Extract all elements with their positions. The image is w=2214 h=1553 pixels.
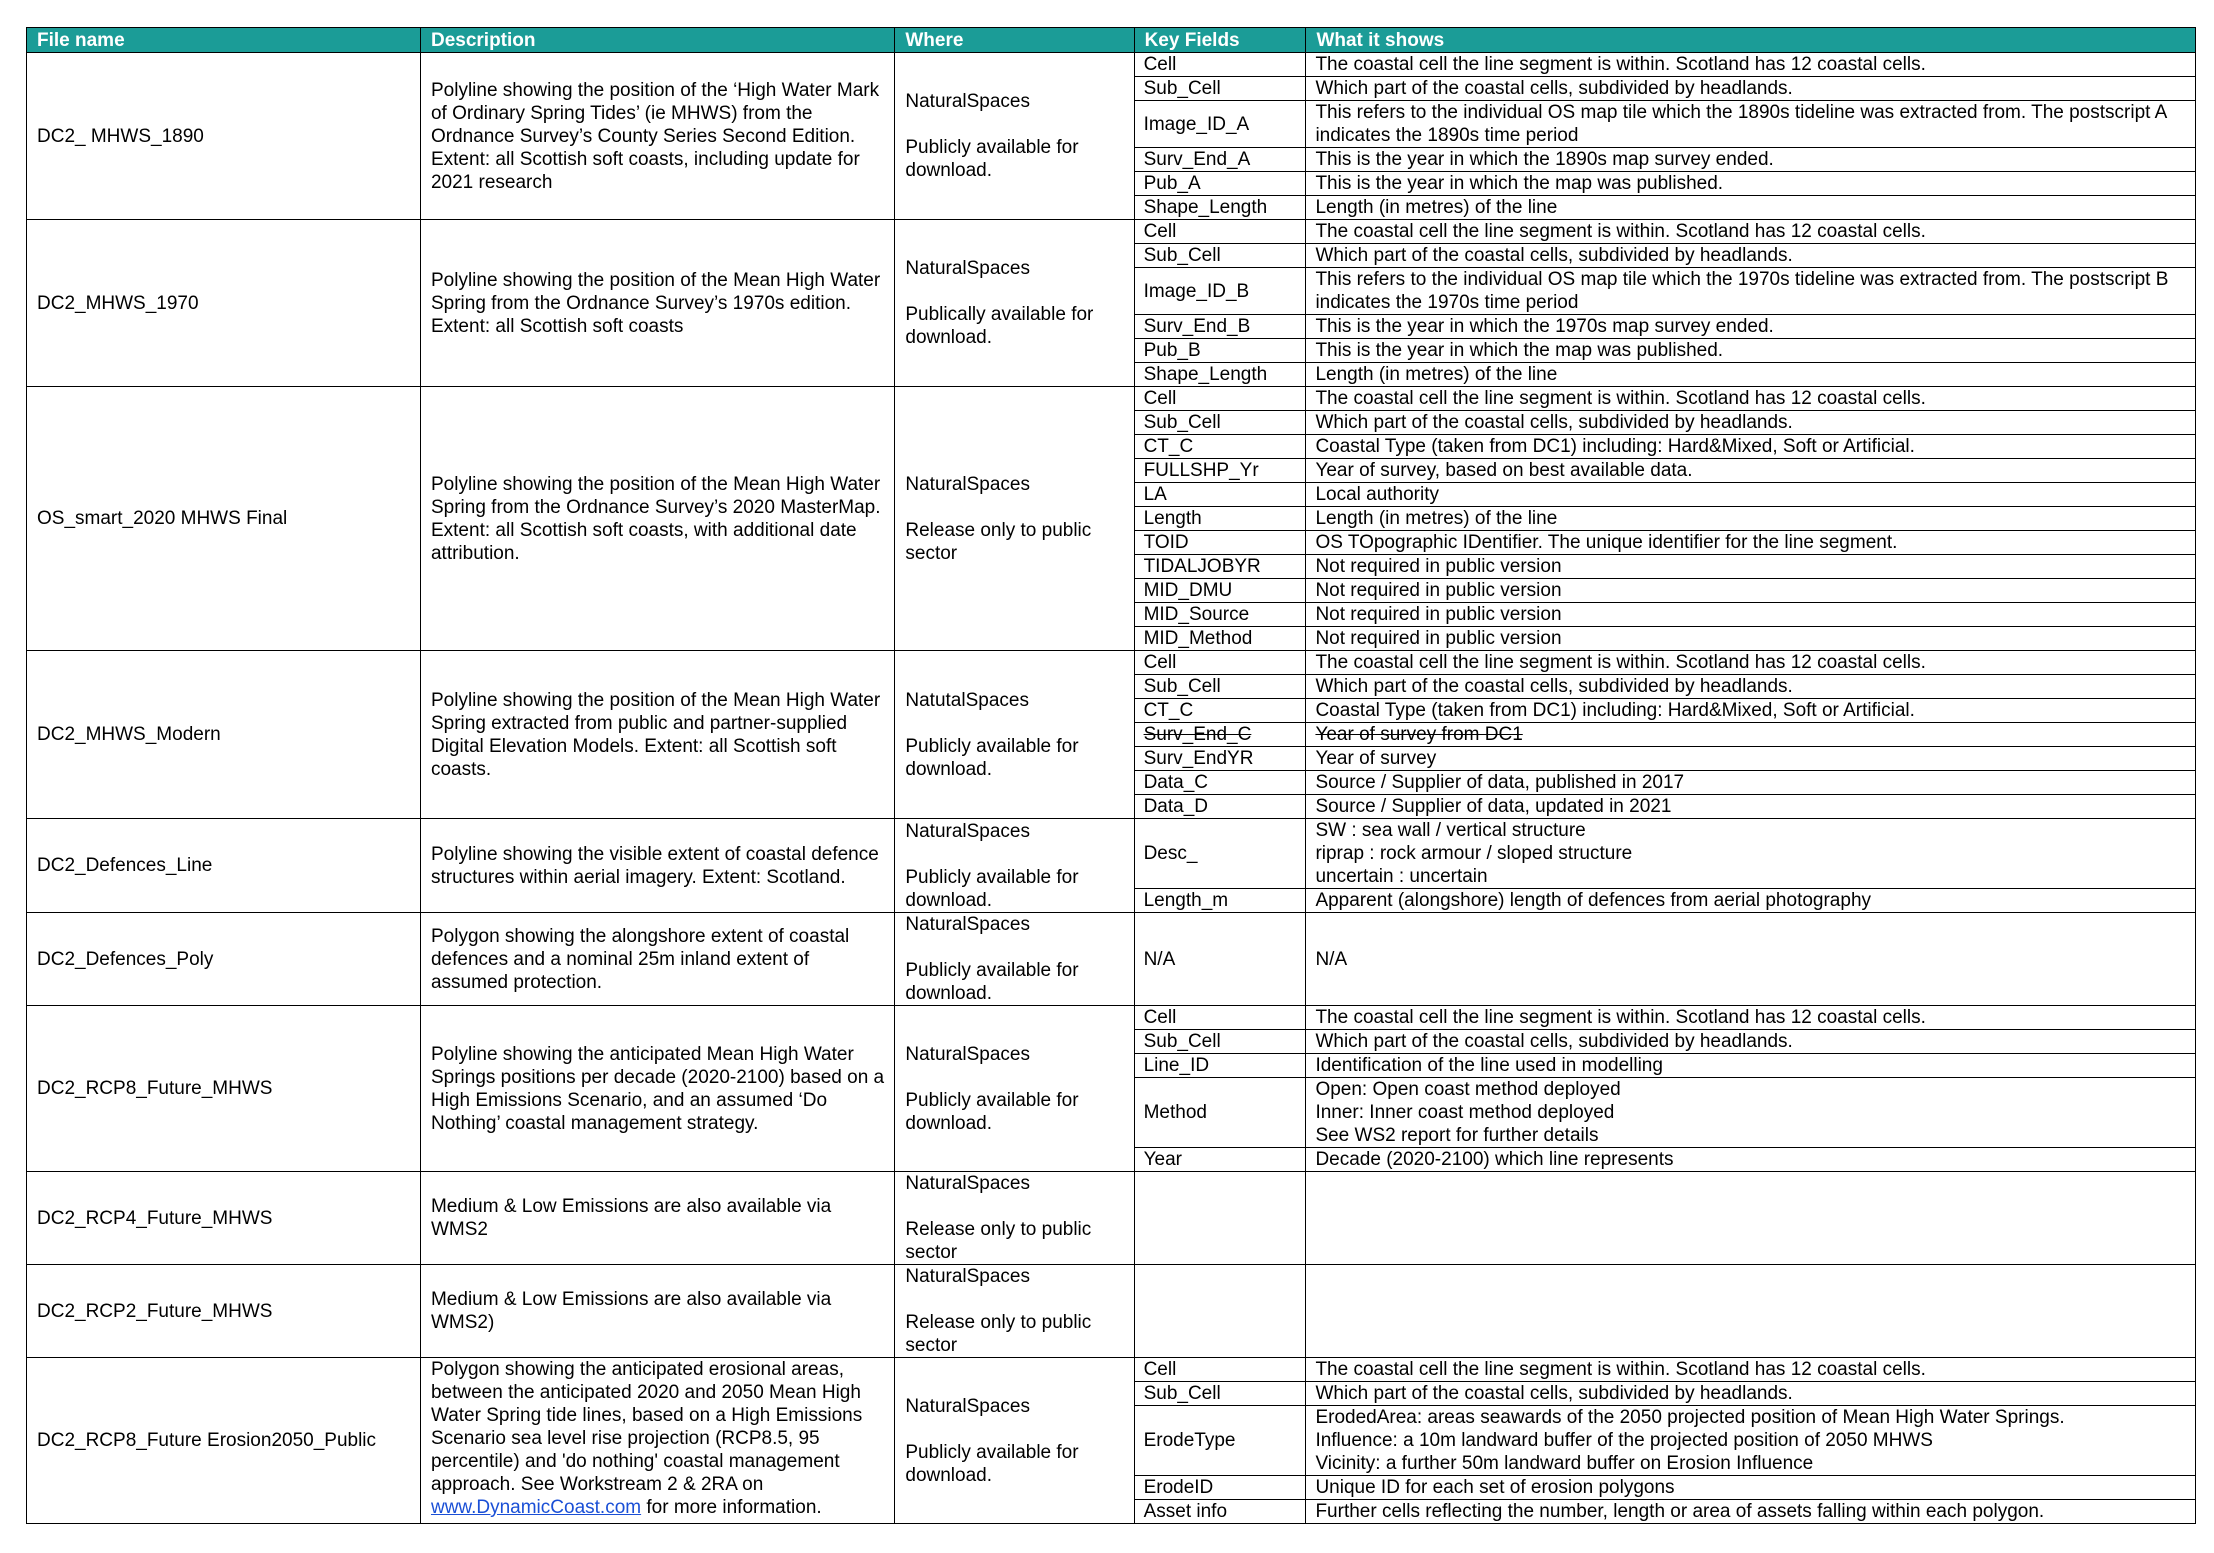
key-field-cell: Pub_B [1134, 339, 1306, 363]
where-spacer [905, 843, 1123, 866]
where-spacer [905, 1418, 1123, 1441]
description-cell: Polyline showing the visible extent of coastal defence structures within aerial imagery. Extent: Scotland. [420, 819, 894, 913]
what-it-shows-line: N/A [1315, 948, 1348, 970]
what-it-shows-cell [1306, 507, 2196, 531]
what-it-shows-line: Year of survey from DC1 [1315, 724, 1523, 745]
key-field-cell: ErodeType [1134, 1406, 1306, 1476]
header-file-name: File name [27, 28, 421, 53]
where-cell [895, 387, 1134, 651]
where-spacer [905, 712, 1123, 735]
what-it-shows-line: Coastal Type (taken from DC1) including: Hard&Mixed, Soft or Artificial. [1315, 436, 1915, 457]
what-it-shows-cell [1306, 101, 2196, 148]
where-source: NaturalSpaces [905, 258, 1030, 279]
key-field-cell: CT_C [1134, 435, 1306, 459]
what-it-shows-line: uncertain : uncertain [1315, 866, 1488, 887]
file-name-cell: DC2_Defences_Line [27, 819, 421, 913]
what-it-shows-line: Further cells reflecting the number, length or area of assets falling within each polygon. [1315, 1501, 2045, 1522]
what-it-shows-cell [1306, 1382, 2196, 1406]
what-it-shows-cell [1306, 1358, 2196, 1382]
what-it-shows-line: Not required in public version [1315, 604, 1562, 625]
file-name-cell: DC2_ MHWS_1890 [27, 53, 421, 220]
where-source: NaturalSpaces [905, 473, 1030, 495]
description-cell [420, 1358, 894, 1524]
key-field-cell: Sub_Cell [1134, 1382, 1306, 1406]
what-it-shows-line: The coastal cell the line segment is within. Scotland has 12 coastal cells. [1315, 1007, 1926, 1028]
key-field-cell: Cell [1134, 387, 1306, 411]
what-it-shows-line: Which part of the coastal cells, subdivided by headlands. [1315, 412, 1793, 433]
what-it-shows-line: Inner: Inner coast method deployed [1315, 1102, 1615, 1123]
key-field-cell: Sub_Cell [1134, 411, 1306, 435]
key-field-cell: Data_C [1134, 771, 1306, 795]
file-name-cell: DC2_RCP8_Future Erosion2050_Public [27, 1358, 421, 1524]
what-it-shows-line: Length (in metres) of the line [1315, 508, 1558, 529]
where-access: Publicly available for download. [905, 866, 1079, 911]
what-it-shows-line: Influence: a 10m landward buffer of the projected position of 2050 MHWS [1315, 1430, 1933, 1451]
what-it-shows-cell [1306, 1054, 2196, 1078]
where-access: Release only to public sector [905, 519, 1092, 564]
description-cell: Polygon showing the alongshore extent of coastal defences and a nominal 25m inland extent of assumed protection. [420, 913, 894, 1006]
what-it-shows-cell [1306, 555, 2196, 579]
table-row [27, 1358, 2196, 1382]
where-spacer [905, 496, 1123, 519]
where-source: NaturalSpaces [905, 914, 1030, 935]
key-field-cell: Length_m [1134, 889, 1306, 913]
what-it-shows-cell [1306, 1030, 2196, 1054]
where-spacer [905, 936, 1123, 959]
what-it-shows-cell [1306, 1500, 2196, 1524]
what-it-shows-cell [1306, 771, 2196, 795]
where-access: Publicly available for download. [905, 1441, 1079, 1486]
what-it-shows-line: Length (in metres) of the line [1315, 197, 1558, 218]
what-it-shows-cell [1306, 675, 2196, 699]
what-it-shows-line: Which part of the coastal cells, subdivided by headlands. [1315, 245, 1793, 266]
key-field-cell: LA [1134, 483, 1306, 507]
where-spacer [905, 280, 1123, 303]
where-cell [895, 819, 1134, 913]
what-it-shows-cell [1306, 651, 2196, 675]
key-field-cell: Surv_End_C [1134, 723, 1306, 747]
key-field-cell: Method [1134, 1078, 1306, 1148]
where-cell [895, 1265, 1134, 1358]
key-field-cell: Surv_End_A [1134, 148, 1306, 172]
key-field-cell: Cell [1134, 220, 1306, 244]
file-name-cell: DC2_MHWS_1970 [27, 220, 421, 387]
description-cell: Medium & Low Emissions are also available via WMS2) [420, 1265, 894, 1358]
what-it-shows-line: This is the year in which the 1970s map survey ended. [1315, 316, 1774, 337]
what-it-shows-line: The coastal cell the line segment is within. Scotland has 12 coastal cells. [1315, 388, 1926, 409]
where-access: Release only to public sector [905, 1312, 1092, 1356]
file-name-cell: OS_smart_2020 MHWS Final [27, 387, 421, 651]
what-it-shows-line: The coastal cell the line segment is within. Scotland has 12 coastal cells. [1315, 221, 1926, 242]
where-source: NaturalSpaces [905, 820, 1030, 842]
file-name-cell: DC2_Defences_Poly [27, 913, 421, 1006]
header-what-it-shows: What it shows [1306, 28, 2196, 53]
what-it-shows-line: Not required in public version [1315, 628, 1562, 649]
key-field-cell: Year [1134, 1148, 1306, 1172]
what-it-shows-line: The coastal cell the line segment is within. Scotland has 12 coastal cells. [1315, 1359, 1926, 1380]
what-it-shows-line: See WS2 report for further details [1315, 1125, 1599, 1146]
what-it-shows-cell [1306, 1265, 2196, 1358]
what-it-shows-cell [1306, 1078, 2196, 1148]
data-catalogue-table [26, 27, 2196, 1524]
key-field-cell: Length [1134, 507, 1306, 531]
key-field-cell: Cell [1134, 1358, 1306, 1382]
what-it-shows-line: Not required in public version [1315, 580, 1562, 601]
what-it-shows-line: Which part of the coastal cells, subdivided by headlands. [1315, 676, 1793, 697]
key-field-cell: Image_ID_A [1134, 101, 1306, 148]
where-spacer [905, 113, 1123, 136]
table-row [27, 53, 2196, 77]
header-key-fields: Key Fields [1134, 28, 1306, 53]
key-field-cell: Asset info [1134, 1500, 1306, 1524]
key-field-cell: Sub_Cell [1134, 77, 1306, 101]
description-cell: Medium & Low Emissions are also available via WMS2 [420, 1172, 894, 1265]
key-field-cell: Data_D [1134, 795, 1306, 819]
key-field-cell: Line_ID [1134, 1054, 1306, 1078]
key-field-cell: CT_C [1134, 699, 1306, 723]
key-field-cell: Sub_Cell [1134, 675, 1306, 699]
where-cell [895, 651, 1134, 819]
key-field-cell: Surv_EndYR [1134, 747, 1306, 771]
where-source: NaturalSpaces [905, 1395, 1030, 1417]
key-field-cell: Cell [1134, 53, 1306, 77]
what-it-shows-cell [1306, 747, 2196, 771]
what-it-shows-cell [1306, 579, 2196, 603]
key-field-cell: Desc_ [1134, 819, 1306, 889]
dynamic-coast-link[interactable]: www.DynamicCoast.com [430, 1497, 642, 1518]
header-description: Description [420, 28, 894, 53]
what-it-shows-line: Coastal Type (taken from DC1) including: Hard&Mixed, Soft or Artificial. [1315, 700, 1915, 721]
key-field-cell: N/A [1134, 913, 1306, 1006]
what-it-shows-cell [1306, 889, 2196, 913]
description-cell: Polyline showing the position of the ‘High Water Mark of Ordinary Spring Tides’ (ie MHWS) from the Ordnance Survey’s County Series Second Edition. Extent: all Scottish soft coasts, including update for 2021 research [420, 53, 894, 220]
key-field-cell: TIDALJOBYR [1134, 555, 1306, 579]
key-field-cell: Cell [1134, 1006, 1306, 1030]
what-it-shows-cell [1306, 435, 2196, 459]
what-it-shows-cell [1306, 1148, 2196, 1172]
where-cell [895, 1006, 1134, 1172]
what-it-shows-line: Length (in metres) of the line [1315, 364, 1558, 385]
key-field-cell: ErodeID [1134, 1476, 1306, 1500]
where-cell [895, 1358, 1134, 1524]
what-it-shows-cell [1306, 795, 2196, 819]
what-it-shows-line: Apparent (alongshore) length of defences from aerial photography [1315, 890, 1872, 911]
what-it-shows-cell [1306, 531, 2196, 555]
where-access: Publicly available for download. [905, 137, 1079, 181]
key-field-cell: Sub_Cell [1134, 244, 1306, 268]
where-spacer [905, 1195, 1123, 1218]
what-it-shows-cell [1306, 172, 2196, 196]
description-cell: Polyline showing the anticipated Mean High Water Springs positions per decade (2020-2100) based on a High Emissions Scenario, and an assumed ‘Do Nothing’ coastal management strategy. [420, 1006, 894, 1172]
what-it-shows-cell [1306, 483, 2196, 507]
what-it-shows-cell [1306, 1172, 2196, 1265]
where-source: NatutalSpaces [905, 689, 1029, 711]
what-it-shows-line: Which part of the coastal cells, subdivided by headlands. [1315, 1031, 1793, 1052]
what-it-shows-line: Year of survey [1315, 748, 1437, 769]
what-it-shows-line: ErodedArea: areas seawards of the 2050 projected position of Mean High Water Springs. [1315, 1407, 2065, 1428]
key-field-cell: Cell [1134, 651, 1306, 675]
where-spacer [905, 1066, 1123, 1089]
what-it-shows-line: This refers to the individual OS map tile which the 1970s tideline was extracted from. The postscript B indicates the 1970s time period [1315, 269, 2169, 313]
what-it-shows-line: SW : sea wall / vertical structure [1315, 820, 1586, 841]
key-field-cell: MID_Source [1134, 603, 1306, 627]
where-cell [895, 220, 1134, 387]
key-field-cell: Pub_A [1134, 172, 1306, 196]
what-it-shows-line: Source / Supplier of data, published in 2017 [1315, 772, 1685, 793]
key-field-cell: Image_ID_B [1134, 268, 1306, 315]
where-cell [895, 913, 1134, 1006]
key-field-cell: Surv_End_B [1134, 315, 1306, 339]
where-source: NaturalSpaces [905, 1043, 1030, 1065]
what-it-shows-line: Which part of the coastal cells, subdivided by headlands. [1315, 78, 1793, 99]
what-it-shows-cell [1306, 411, 2196, 435]
what-it-shows-cell [1306, 315, 2196, 339]
what-it-shows-line: This is the year in which the map was published. [1315, 340, 1724, 361]
description-cell: Polyline showing the position of the Mean High Water Spring from the Ordnance Survey’s 2020 MasterMap. Extent: all Scottish soft coasts, with additional date attribution. [420, 387, 894, 651]
where-source: NaturalSpaces [905, 91, 1030, 112]
what-it-shows-line: The coastal cell the line segment is within. Scotland has 12 coastal cells. [1315, 54, 1926, 75]
key-field-cell: MID_DMU [1134, 579, 1306, 603]
what-it-shows-cell [1306, 387, 2196, 411]
where-source: NaturalSpaces [905, 1173, 1030, 1194]
where-access: Publicly available for download. [905, 1089, 1079, 1134]
description-text-after: for more information. [641, 1497, 822, 1518]
where-access: Publicly available for download. [905, 960, 1079, 1004]
what-it-shows-line: Vicinity: a further 50m landward buffer on Erosion Influence [1315, 1453, 1814, 1474]
where-access: Release only to public sector [905, 1219, 1092, 1263]
key-field-cell [1134, 1265, 1306, 1358]
description-cell: Polyline showing the position of the Mean High Water Spring from the Ordnance Survey’s 1970s edition. Extent: all Scottish soft coasts [420, 220, 894, 387]
what-it-shows-cell [1306, 627, 2196, 651]
key-field-cell [1134, 1172, 1306, 1265]
what-it-shows-line: riprap : rock armour / sloped structure [1315, 843, 1633, 864]
header-row [27, 28, 2196, 53]
where-spacer [905, 1288, 1123, 1311]
where-access: Publicly available for download. [905, 735, 1079, 780]
file-name-cell: DC2_RCP2_Future_MHWS [27, 1265, 421, 1358]
what-it-shows-line: This is the year in which the map was published. [1315, 173, 1724, 194]
what-it-shows-cell [1306, 363, 2196, 387]
where-source: NaturalSpaces [905, 1266, 1030, 1287]
key-field-cell: Sub_Cell [1134, 1030, 1306, 1054]
table-row [27, 1006, 2196, 1030]
what-it-shows-cell [1306, 220, 2196, 244]
what-it-shows-cell [1306, 339, 2196, 363]
what-it-shows-cell [1306, 699, 2196, 723]
where-cell [895, 1172, 1134, 1265]
what-it-shows-line: The coastal cell the line segment is within. Scotland has 12 coastal cells. [1315, 652, 1926, 673]
what-it-shows-cell [1306, 53, 2196, 77]
what-it-shows-cell [1306, 819, 2196, 889]
table-row [27, 1265, 2196, 1358]
table-row [27, 1172, 2196, 1265]
what-it-shows-cell [1306, 913, 2196, 1006]
what-it-shows-line: Not required in public version [1315, 556, 1562, 577]
what-it-shows-line: OS TOpographic IDentifier. The unique identifier for the line segment. [1315, 532, 1898, 553]
key-field-cell: FULLSHP_Yr [1134, 459, 1306, 483]
key-field-cell: Shape_Length [1134, 363, 1306, 387]
what-it-shows-line: Which part of the coastal cells, subdivided by headlands. [1315, 1383, 1793, 1404]
what-it-shows-line: Unique ID for each set of erosion polygons [1315, 1477, 1675, 1498]
what-it-shows-line: Source / Supplier of data, updated in 2021 [1315, 796, 1672, 817]
table-row [27, 913, 2196, 1006]
what-it-shows-cell [1306, 77, 2196, 101]
what-it-shows-cell [1306, 1406, 2196, 1476]
table-row [27, 819, 2196, 889]
where-access: Publically available for download. [905, 304, 1094, 348]
what-it-shows-cell [1306, 723, 2196, 747]
key-field-cell: TOID [1134, 531, 1306, 555]
description-text: Polygon showing the anticipated erosional areas, between the anticipated 2020 and 2050 Mean High Water Spring tide lines, based on a High Emissions Scenario sea level rise projection (RCP8.5, 95 percentile) and 'do nothing' coastal management approach. See Workstream 2 & 2RA on [430, 1359, 863, 1495]
file-name-cell: DC2_MHWS_Modern [27, 651, 421, 819]
what-it-shows-line: Year of survey, based on best available data. [1315, 460, 1693, 481]
what-it-shows-cell [1306, 196, 2196, 220]
what-it-shows-line: Decade (2020-2100) which line represents [1315, 1149, 1674, 1170]
where-cell [895, 53, 1134, 220]
key-field-cell: MID_Method [1134, 627, 1306, 651]
key-field-cell: Shape_Length [1134, 196, 1306, 220]
what-it-shows-cell [1306, 244, 2196, 268]
table-row [27, 387, 2196, 411]
what-it-shows-cell [1306, 459, 2196, 483]
what-it-shows-line: Local authority [1315, 484, 1440, 505]
what-it-shows-line: This is the year in which the 1890s map survey ended. [1315, 149, 1774, 170]
what-it-shows-line: Open: Open coast method deployed [1315, 1079, 1621, 1100]
file-name-cell: DC2_RCP8_Future_MHWS [27, 1006, 421, 1172]
table-row [27, 651, 2196, 675]
header-where: Where [895, 28, 1134, 53]
what-it-shows-cell [1306, 1476, 2196, 1500]
what-it-shows-cell [1306, 1006, 2196, 1030]
what-it-shows-line: Identification of the line used in modelling [1315, 1055, 1663, 1076]
what-it-shows-cell [1306, 603, 2196, 627]
file-name-cell: DC2_RCP4_Future_MHWS [27, 1172, 421, 1265]
what-it-shows-line: This refers to the individual OS map tile which the 1890s tideline was extracted from. The postscript A indicates the 1890s time period [1315, 102, 2167, 146]
what-it-shows-cell [1306, 148, 2196, 172]
table-row [27, 220, 2196, 244]
what-it-shows-cell [1306, 268, 2196, 315]
description-cell: Polyline showing the position of the Mean High Water Spring extracted from public and partner-supplied Digital Elevation Models. Extent: all Scottish soft coasts. [420, 651, 894, 819]
